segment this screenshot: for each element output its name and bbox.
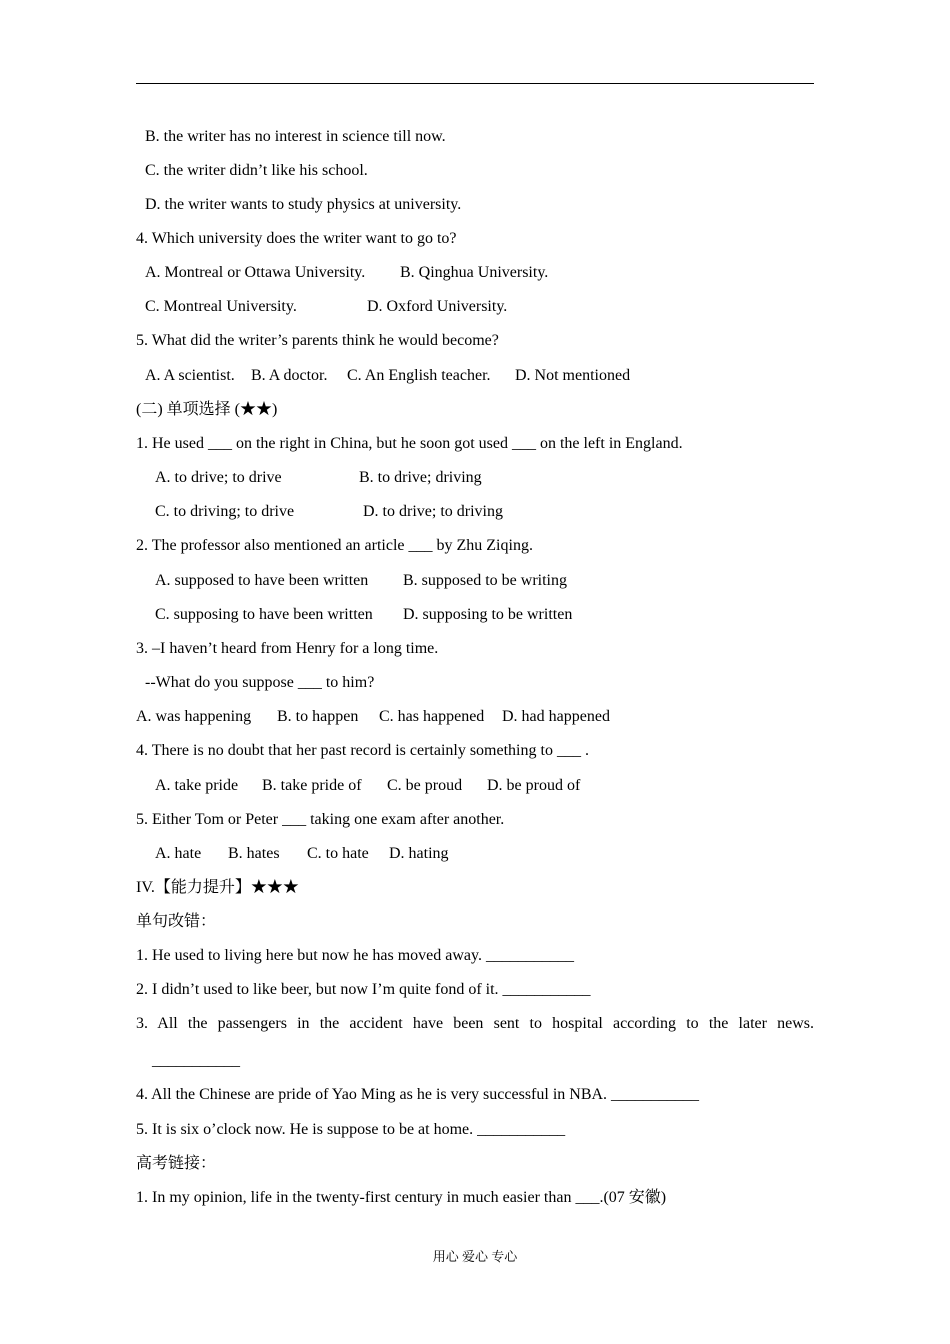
section-heading: IV.【能力提升】★★★ <box>136 879 299 896</box>
option-line: C. Montreal University. <box>145 298 297 315</box>
option-line: D. be proud of <box>487 777 581 794</box>
option-line: A. hate <box>155 845 202 862</box>
option-line: B. Qinghua University. <box>400 264 549 281</box>
answer-blank: ___________ <box>152 1052 240 1069</box>
option-line: D. Oxford University. <box>367 298 508 315</box>
section-heading: (二) 单项选择 (★★) <box>136 401 278 418</box>
option-line: C. to driving; to drive <box>155 503 295 520</box>
question-line: 4. There is no doubt that her past record is certainly something to ___ . <box>136 742 589 759</box>
option-line: D. the writer wants to study physics at university. <box>145 196 462 213</box>
header-rule <box>136 83 814 84</box>
option-line: D. had happened <box>502 708 610 725</box>
correction-line: 4. All the Chinese are pride of Yao Ming as he is very successful in NBA. ___________ <box>136 1086 700 1103</box>
question-line: 2. The professor also mentioned an article ___ by Zhu Ziqing. <box>136 537 533 554</box>
option-line: A. supposed to have been written <box>155 572 369 589</box>
subsection-heading: 高考链接： <box>136 1155 217 1172</box>
option-line: B. hates <box>228 845 280 862</box>
question-line: 5. Either Tom or Peter ___ taking one exam after another. <box>136 811 505 828</box>
question-line: 3. –I haven’t heard from Henry for a long time. <box>136 640 439 657</box>
option-line: A. take pride <box>155 777 239 794</box>
option-line: D. supposing to be written <box>403 606 573 623</box>
question-line: 1. He used ___ on the right in China, but he soon got used ___ on the left in England. <box>136 435 683 452</box>
option-line: D. hating <box>389 845 449 862</box>
correction-line: 2. I didn’t used to like beer, but now I’m quite fond of it. ___________ <box>136 981 591 998</box>
correction-line: 3. All the passengers in the accident have been sent to hospital according to the later news. <box>136 1015 814 1032</box>
question-line: 4. Which university does the writer want to go to? <box>136 230 457 247</box>
option-line: C. An English teacher. <box>347 367 491 384</box>
option-line: C. be proud <box>387 777 463 794</box>
question-line: 5. What did the writer’s parents think he would become? <box>136 332 499 349</box>
option-line: B. to drive; driving <box>359 469 482 486</box>
option-line: C. the writer didn’t like his school. <box>145 162 368 179</box>
option-line: B. supposed to be writing <box>403 572 567 589</box>
correction-line: 1. He used to living here but now he has moved away. ___________ <box>136 947 574 964</box>
option-line: D. to drive; to driving <box>363 503 503 520</box>
correction-line: 5. It is six o’clock now. He is suppose to be at home. ___________ <box>136 1121 566 1138</box>
option-line: C. has happened <box>379 708 485 725</box>
option-line: C. supposing to have been written <box>155 606 373 623</box>
option-line: B. to happen <box>277 708 359 725</box>
option-line: B. A doctor. <box>251 367 328 384</box>
option-line: B. the writer has no interest in science till now. <box>145 128 446 145</box>
option-line: B. take pride of <box>262 777 362 794</box>
option-line: A. A scientist. <box>145 367 235 384</box>
option-line: A. was happening <box>136 708 252 725</box>
subsection-heading: 单句改错： <box>136 913 217 930</box>
option-line: D. Not mentioned <box>515 367 631 384</box>
option-line: C. to hate <box>307 845 369 862</box>
question-line: 1. In my opinion, life in the twenty-first century in much easier than ___.(07 安徽) <box>136 1189 667 1206</box>
option-line: A. Montreal or Ottawa University. <box>145 264 366 281</box>
question-line: --What do you suppose ___ to him? <box>145 674 375 691</box>
option-line: A. to drive; to drive <box>155 469 282 486</box>
page-footer: 用心 爱心 专心 <box>432 1249 518 1264</box>
